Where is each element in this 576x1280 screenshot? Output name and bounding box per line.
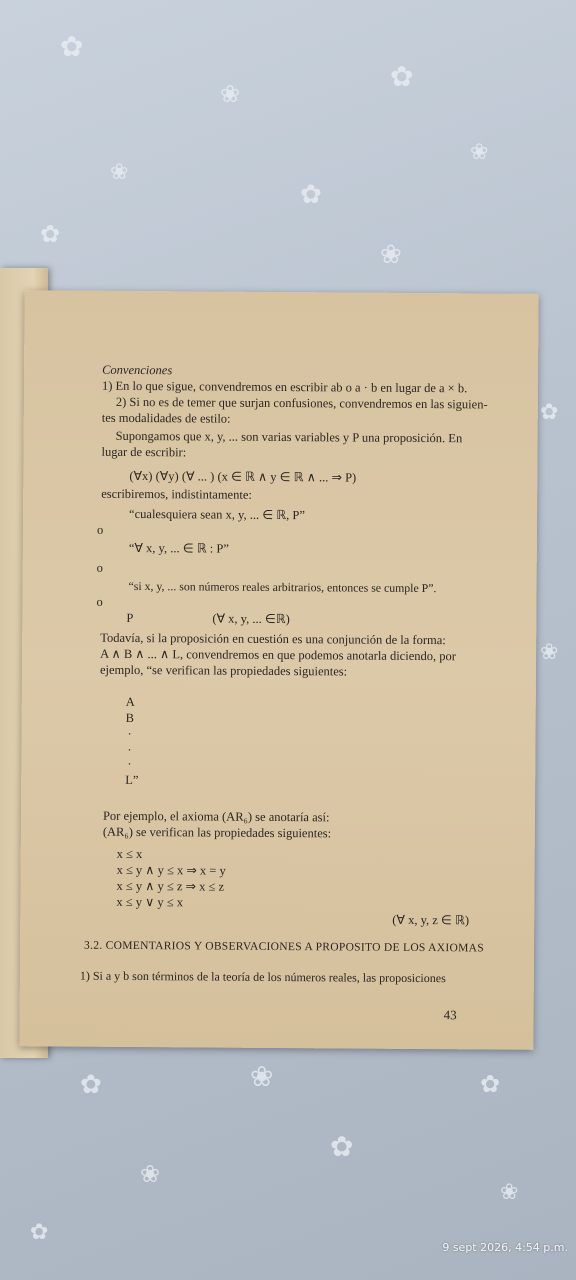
- text-line: Todavía, si la proposición en cuestión es una conjunción de la forma:: [100, 630, 446, 648]
- flower-pattern-icon: ❀: [380, 240, 402, 270]
- section-title: Convenciones: [102, 362, 173, 378]
- text-line: ejemplo, “se verifican las propiedades siguientes:: [99, 662, 348, 679]
- axiom-line: x ≤ y ∨ y ≤ x: [116, 894, 184, 910]
- text-line: Supongamos que x, y, ... son varias variables y P una proposición. En: [115, 428, 463, 446]
- proposition-p: P: [126, 610, 134, 625]
- list-dot: ·: [127, 726, 132, 741]
- text-line: 2) Si no es de temer que surjan confusiones, convendremos en las siguien-: [115, 394, 488, 412]
- quote-line: “∀ x, y, ... ∈ ℝ : P”: [128, 540, 229, 556]
- quantifier: (∀ x, y, z ∈ ℝ): [392, 912, 470, 928]
- flower-pattern-icon: ✿: [480, 1070, 501, 1098]
- flower-pattern-icon: ✿: [300, 180, 322, 210]
- page-number: 43: [443, 1007, 457, 1023]
- list-item: B: [125, 710, 135, 725]
- or-word: o: [96, 560, 104, 575]
- flower-pattern-icon: ❀: [540, 640, 559, 665]
- section-heading: 3.2. COMENTARIOS Y OBSERVACIONES A PROPOSITO DE LOS AXIOMAS: [84, 939, 484, 955]
- text-line: escribiremos, indistintamente:: [101, 486, 252, 502]
- book-page: [19, 290, 538, 1050]
- list-item: L”: [125, 772, 139, 788]
- text-line: A ∧ B ∧ ... ∧ L, convendremos en que podemos anotarla diciendo, por: [100, 646, 456, 664]
- text-line: lugar de escribir:: [101, 444, 187, 460]
- quote-line: “cualesquiera sean x, y, ... ∈ ℝ, P”: [129, 506, 305, 523]
- formula: (∀x) (∀y) (∀ ... ) (x ∈ ℝ ∧ y ∈ ℝ ∧ ... ⇒ P): [129, 468, 357, 485]
- text-line: (AR₆) se verifican las propiedades siguientes:: [102, 824, 332, 841]
- list-dot: ·: [127, 742, 132, 757]
- text-line: 1) En lo que sigue, convendremos en escribir ab o a · b en lugar de a × b.: [101, 378, 468, 396]
- or-word: o: [96, 594, 103, 609]
- quantifier: (∀ x, y, ... ∈ℝ): [212, 611, 290, 627]
- flower-pattern-icon: ❀: [500, 1180, 519, 1205]
- or-word: o: [96, 522, 104, 537]
- flower-pattern-icon: ✿: [390, 60, 414, 93]
- flower-pattern-icon: ✿: [330, 1130, 354, 1163]
- text-line: 1) Si a y b son términos de la teoría de los números reales, las proposiciones: [79, 968, 446, 986]
- flower-pattern-icon: ❀: [470, 140, 489, 165]
- flower-pattern-icon: ❀: [110, 160, 129, 185]
- flower-pattern-icon: ❀: [140, 1160, 161, 1188]
- timestamp-watermark: 9 sept 2026, 4:54 p.m.: [442, 1241, 568, 1254]
- list-item: A: [125, 694, 135, 709]
- flower-pattern-icon: ✿: [30, 1220, 49, 1245]
- flower-pattern-icon: ✿: [80, 1070, 102, 1100]
- axiom-line: x ≤ y ∧ y ≤ z ⇒ x ≤ z: [116, 878, 225, 894]
- list-dot: ·: [127, 756, 132, 771]
- flower-pattern-icon: ❀: [220, 80, 241, 108]
- axiom-line: x ≤ y ∧ y ≤ x ⇒ x = y: [116, 862, 226, 878]
- axiom-line: x ≤ x: [116, 846, 143, 862]
- flower-pattern-icon: ❀: [250, 1060, 274, 1093]
- flower-pattern-icon: ✿: [60, 30, 84, 63]
- text-line: tes modalidades de estilo:: [101, 410, 231, 426]
- flower-pattern-icon: ✿: [40, 220, 61, 248]
- text-line: Por ejemplo, el axioma (AR₆) se anotaría así:: [102, 808, 330, 825]
- quote-line: “si x, y, ... son números reales arbitrarios, entonces se cumple P”.: [128, 578, 437, 596]
- flower-pattern-icon: ✿: [540, 400, 559, 425]
